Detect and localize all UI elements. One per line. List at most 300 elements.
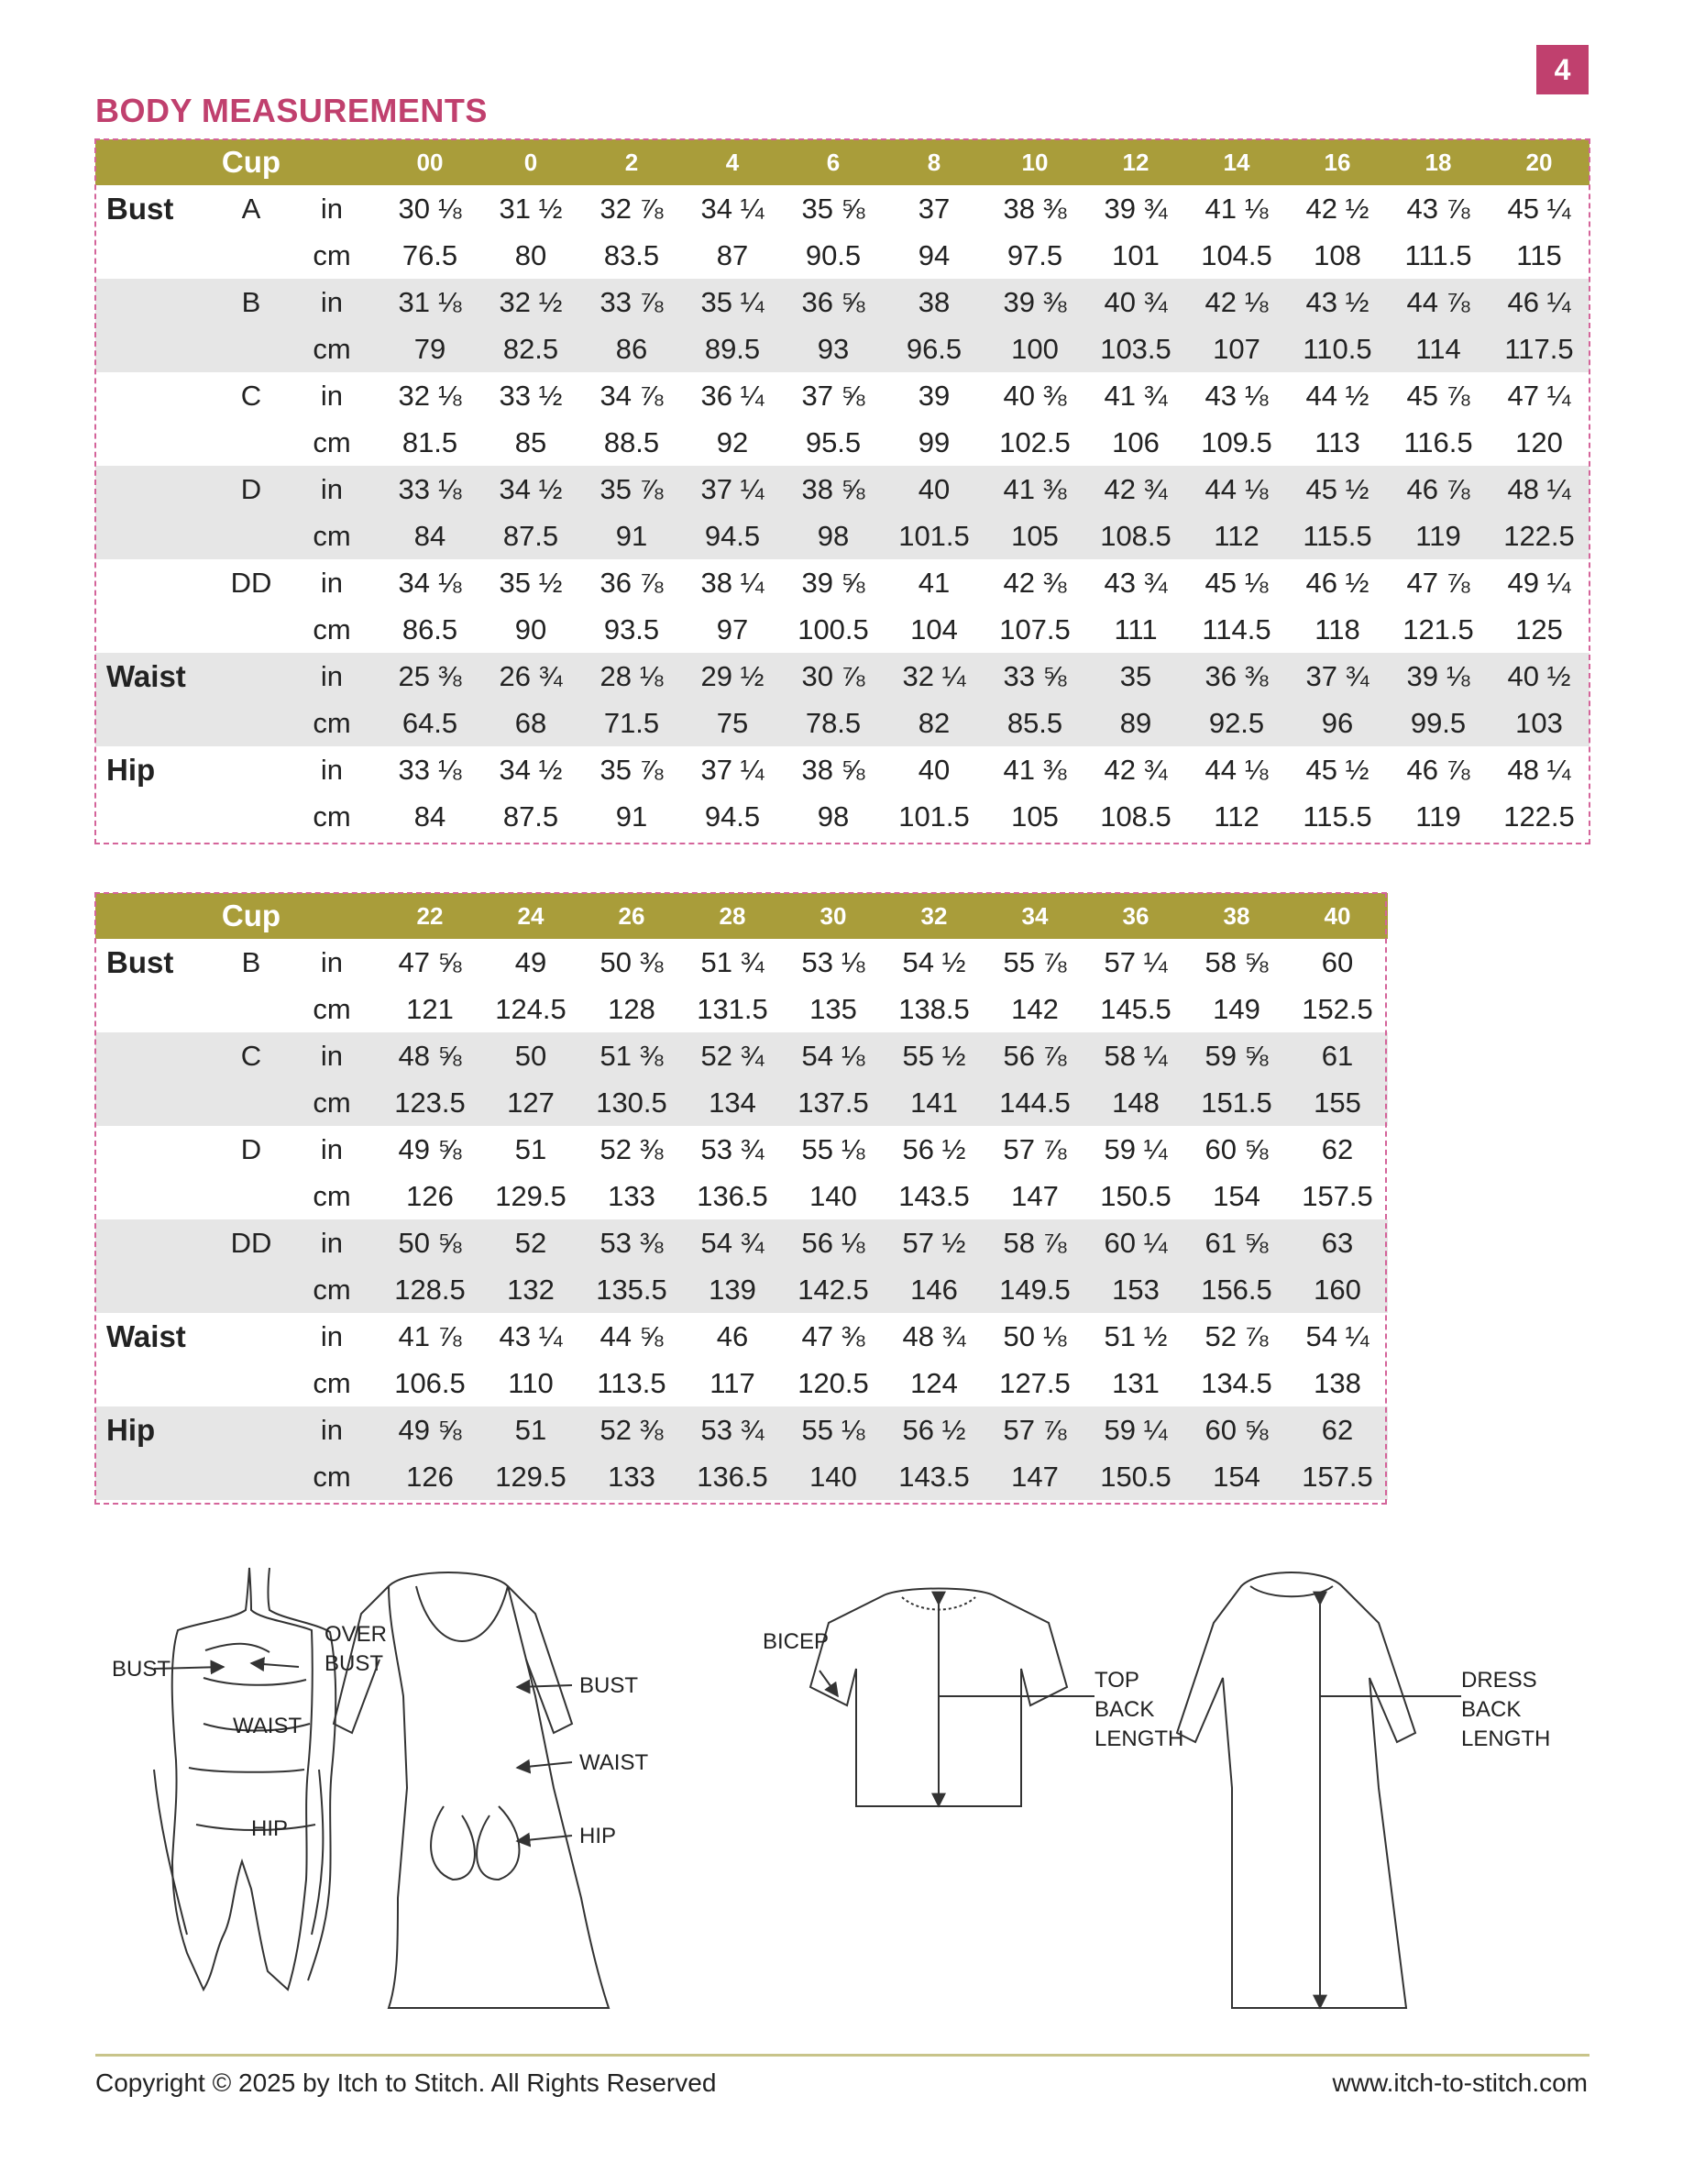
cell-value: 38: [884, 279, 984, 325]
row-cup: [218, 986, 284, 1032]
cell-value: 45 ⅛: [1204, 566, 1269, 599]
cell-value: 45 ¼: [1507, 192, 1571, 225]
cell-value: 39: [918, 379, 951, 412]
row-unit: cm: [284, 700, 380, 746]
cell-value: 120: [1515, 425, 1563, 458]
row-cup: [218, 325, 284, 372]
row-cup: [218, 793, 284, 840]
cell-value: 63: [1287, 1219, 1388, 1266]
cell-value: 60 ¼: [1085, 1219, 1186, 1266]
table-row: [95, 185, 1590, 232]
row-cup: DD: [230, 566, 272, 599]
cell-value: 91: [581, 513, 682, 559]
cell-value: 131.5: [697, 992, 768, 1025]
cell-value: 50 ⅝: [380, 1219, 480, 1266]
cell-value: 46 ½: [1305, 566, 1370, 599]
cell-value: 51 ⅜: [581, 1032, 682, 1079]
row-cup: [218, 1406, 284, 1453]
table-row: [95, 653, 1590, 700]
cell-value: 33 ⅞: [581, 279, 682, 325]
size-header: 40: [1287, 893, 1388, 939]
row-category: Hip: [106, 752, 156, 787]
cell-value: 79: [380, 325, 480, 372]
cell-value: 56 ⅞: [984, 1032, 1085, 1079]
table-row: [95, 1126, 1388, 1173]
cell-value: 99: [918, 425, 951, 458]
cell-value: 52 ⅜: [581, 1406, 682, 1453]
cell-value: 36 ⅞: [600, 566, 664, 599]
cell-value: 54 ½: [902, 945, 966, 978]
cell-value: 51 ¾: [700, 945, 764, 978]
cell-value: 49 ⅝: [398, 1132, 462, 1165]
row-cup: [218, 700, 284, 746]
label-dress-back-1: DRESS: [1461, 1668, 1537, 1693]
cell-value: 112: [1186, 513, 1287, 559]
row-category: Hip: [95, 1406, 218, 1453]
table-row: [95, 606, 1590, 653]
cell-value: 51: [480, 1406, 581, 1453]
cell-value: 60 ⅝: [1204, 1132, 1269, 1165]
row-category: [95, 279, 218, 325]
label-dress-bust: BUST: [579, 1673, 639, 1698]
cell-value: 48 ¼: [1489, 466, 1590, 513]
cell-value: 115.5: [1287, 513, 1388, 559]
cell-value: 30 ⅛: [398, 192, 462, 225]
cell-value: 140: [783, 1453, 884, 1500]
cell-value: 75: [682, 700, 783, 746]
row-category: [95, 419, 218, 466]
cell-value: 127.5: [999, 1366, 1071, 1399]
cell-value: 142: [1011, 992, 1059, 1025]
cell-value: 50 ⅜: [600, 945, 664, 978]
cell-value: 43 ½: [1287, 279, 1388, 325]
cell-value: 49: [514, 945, 547, 978]
cell-value: 35: [1085, 653, 1186, 700]
cell-value: 37 ¾: [1287, 653, 1388, 700]
cell-value: 62: [1321, 1132, 1354, 1165]
cell-value: 36 ¼: [700, 379, 764, 412]
cell-value: 32 ⅞: [600, 192, 664, 225]
label-bicep: BICEP: [763, 1629, 830, 1654]
cell-value: 55 ½: [884, 1032, 984, 1079]
cell-value: 44 ⅝: [600, 1319, 664, 1352]
cell-value: 86: [581, 325, 682, 372]
cell-value: 51: [514, 1132, 547, 1165]
row-category: [95, 606, 218, 653]
cell-value: 101.5: [884, 513, 984, 559]
row-category: [95, 1079, 218, 1126]
cell-value: 57 ⅞: [984, 1406, 1085, 1453]
cell-value: 124.5: [495, 992, 566, 1025]
cell-value: 45 ½: [1287, 466, 1388, 513]
cell-value: 37 ⅝: [801, 379, 865, 412]
row-unit: cm: [284, 1079, 380, 1126]
size-header: 2: [581, 139, 682, 185]
cell-value: 33 ⅛: [398, 753, 462, 786]
cell-value: 40: [884, 466, 984, 513]
cell-value: 58 ¼: [1085, 1032, 1186, 1079]
cell-value: 125: [1515, 612, 1563, 645]
cell-value: 53 ¾: [682, 1406, 783, 1453]
size-header: 30: [783, 893, 884, 939]
cell-value: 109.5: [1201, 425, 1272, 458]
cell-value: 124: [910, 1366, 958, 1399]
header-cup: Cup: [218, 139, 284, 185]
cell-value: 107.5: [999, 612, 1071, 645]
cell-value: 120.5: [798, 1366, 869, 1399]
cell-value: 38 ¼: [700, 566, 764, 599]
row-unit: cm: [313, 425, 351, 458]
cell-value: 134: [682, 1079, 783, 1126]
cell-value: 61 ⅝: [1186, 1219, 1287, 1266]
cell-value: 97: [716, 612, 749, 645]
row-unit: in: [320, 192, 344, 225]
cell-value: 34 ¼: [700, 192, 764, 225]
cell-value: 50 ⅛: [1003, 1319, 1067, 1352]
cell-value: 59 ⅝: [1186, 1032, 1287, 1079]
table-row: [95, 1406, 1388, 1453]
size-header: 4: [682, 139, 783, 185]
cell-value: 64.5: [380, 700, 480, 746]
row-category: [95, 1173, 218, 1219]
size-header: 0: [480, 139, 581, 185]
cell-value: 141: [884, 1079, 984, 1126]
row-unit: in: [320, 1132, 344, 1165]
row-category: [95, 232, 218, 279]
row-cup: [218, 606, 284, 653]
row-category: [95, 1360, 218, 1406]
cell-value: 56 ⅛: [783, 1219, 884, 1266]
cell-value: 36 ⅜: [1186, 653, 1287, 700]
cell-value: 150.5: [1100, 1179, 1172, 1212]
cell-value: 39 ⅝: [801, 566, 865, 599]
cell-value: 148: [1085, 1079, 1186, 1126]
cell-value: 30 ⅞: [783, 653, 884, 700]
cell-value: 34 ½: [480, 466, 581, 513]
website-link[interactable]: www.itch-to-stitch.com: [1332, 2068, 1588, 2097]
cell-value: 92: [716, 425, 749, 458]
cell-value: 49 ⅝: [380, 1406, 480, 1453]
top-back-figure: [763, 1589, 1183, 1807]
row-category: [95, 513, 218, 559]
row-category: [95, 700, 218, 746]
cell-value: 91: [615, 800, 648, 833]
cell-value: 41 ⅞: [398, 1319, 462, 1352]
size-header: 32: [884, 893, 984, 939]
cell-value: 47 ¼: [1507, 379, 1571, 412]
cell-value: 121: [406, 992, 454, 1025]
label-bust: BUST: [112, 1657, 171, 1682]
cell-value: 132: [480, 1266, 581, 1313]
cell-value: 108: [1314, 238, 1361, 271]
cell-value: 33 ⅛: [380, 466, 480, 513]
cell-value: 46: [716, 1319, 749, 1352]
cell-value: 41 ⅛: [1204, 192, 1269, 225]
cell-value: 42 ¾: [1085, 466, 1186, 513]
row-cup: [218, 1079, 284, 1126]
cell-value: 61: [1287, 1032, 1388, 1079]
label-waist: WAIST: [233, 1714, 302, 1738]
cell-value: 52: [480, 1219, 581, 1266]
cell-value: 43 ⅞: [1406, 192, 1470, 225]
cell-value: 53 ⅛: [801, 945, 865, 978]
cell-value: 43 ¾: [1104, 566, 1168, 599]
row-unit: in: [284, 1406, 380, 1453]
cell-value: 144.5: [984, 1079, 1085, 1126]
cell-value: 38 ⅜: [1003, 192, 1067, 225]
cell-value: 104.5: [1201, 238, 1272, 271]
cell-value: 33 ⅝: [984, 653, 1085, 700]
cell-value: 135: [809, 992, 857, 1025]
size-header: 34: [984, 893, 1085, 939]
cell-value: 101: [1112, 238, 1160, 271]
cell-value: 140: [809, 1179, 857, 1212]
cell-value: 160: [1287, 1266, 1388, 1313]
cell-value: 123.5: [380, 1079, 480, 1126]
row-cup: [218, 1266, 284, 1313]
table-row: [95, 232, 1590, 279]
row-unit: cm: [284, 1266, 380, 1313]
cell-value: 55 ⅛: [801, 1132, 865, 1165]
row-unit: cm: [313, 1179, 351, 1212]
row-cup: [218, 419, 284, 466]
cell-value: 42 ½: [1305, 192, 1370, 225]
cell-value: 149.5: [984, 1266, 1085, 1313]
cell-value: 121.5: [1402, 612, 1474, 645]
row-category: [95, 1219, 218, 1266]
label-over-bust-2: BUST: [324, 1651, 384, 1676]
table-row: [95, 1360, 1388, 1406]
cell-value: 127: [480, 1079, 581, 1126]
table-row: [95, 986, 1388, 1032]
cell-value: 128: [608, 992, 655, 1025]
label-dress-back-3: LENGTH: [1461, 1726, 1551, 1751]
cell-value: 152.5: [1302, 992, 1373, 1025]
row-category: [95, 793, 218, 840]
cell-value: 126: [380, 1453, 480, 1500]
row-cup: B: [241, 945, 261, 978]
cell-value: 76.5: [402, 238, 458, 271]
cell-value: 51 ½: [1104, 1319, 1168, 1352]
cell-value: 81.5: [402, 425, 458, 458]
cell-value: 37 ¼: [682, 466, 783, 513]
header-unit: [284, 139, 380, 185]
cell-value: 50: [480, 1032, 581, 1079]
cell-value: 92.5: [1186, 700, 1287, 746]
cell-value: 90: [514, 612, 547, 645]
row-category: [95, 372, 218, 419]
size-header: 36: [1085, 893, 1186, 939]
cell-value: 118: [1314, 612, 1360, 645]
cell-value: 98: [783, 513, 884, 559]
cell-value: 47 ⅝: [398, 945, 462, 978]
cell-value: 136.5: [682, 1453, 783, 1500]
footer-rule: [95, 2054, 1590, 2057]
table-row: [95, 1219, 1388, 1266]
cell-value: 111.5: [1404, 238, 1472, 271]
cell-value: 157.5: [1302, 1179, 1373, 1212]
cell-value: 56 ½: [902, 1132, 966, 1165]
page-number: 4: [1536, 45, 1589, 94]
label-dress-hip: HIP: [579, 1824, 617, 1848]
row-category: [95, 325, 218, 372]
row-category: [95, 466, 218, 513]
cell-value: 35 ⅞: [581, 466, 682, 513]
cell-value: 33 ½: [499, 379, 563, 412]
cell-value: 32 ⅛: [398, 379, 462, 412]
row-unit: cm: [313, 612, 351, 645]
cell-value: 48 ¾: [902, 1319, 966, 1352]
cell-value: 78.5: [783, 700, 884, 746]
row-category: Waist: [95, 653, 218, 700]
cell-value: 46 ¼: [1489, 279, 1590, 325]
cell-value: 113.5: [597, 1366, 666, 1399]
cell-value: 84: [380, 513, 480, 559]
cell-value: 136.5: [697, 1179, 768, 1212]
row-category: [95, 1453, 218, 1500]
cell-value: 52 ¾: [682, 1032, 783, 1079]
cell-value: 32 ¼: [884, 653, 984, 700]
cell-value: 57 ¼: [1104, 945, 1168, 978]
row-unit: in: [284, 653, 380, 700]
cell-value: 35 ¼: [682, 279, 783, 325]
cell-value: 119: [1388, 513, 1489, 559]
row-category: Bust: [106, 191, 174, 226]
cell-value: 115.5: [1303, 800, 1372, 833]
row-cup: [218, 513, 284, 559]
cell-value: 97.5: [1006, 238, 1063, 271]
size-header: 24: [480, 893, 581, 939]
cell-value: 31 ½: [499, 192, 563, 225]
row-unit: in: [284, 466, 380, 513]
header-unit: [284, 893, 380, 939]
label-top-3: LENGTH: [1094, 1726, 1184, 1751]
cell-value: 59 ¼: [1085, 1406, 1186, 1453]
table-header-row: [95, 139, 1590, 185]
cell-value: 48 ⅝: [380, 1032, 480, 1079]
cell-value: 40 ½: [1489, 653, 1590, 700]
row-cup: [218, 653, 284, 700]
cell-value: 103: [1489, 700, 1590, 746]
cell-value: 147: [1011, 1179, 1059, 1212]
cell-value: 129.5: [480, 1453, 581, 1500]
size-header: 14: [1186, 139, 1287, 185]
dress-back-figure: [1177, 1572, 1550, 2008]
cell-value: 115: [1516, 238, 1562, 271]
cell-value: 48 ¼: [1507, 753, 1571, 786]
cell-value: 114: [1388, 325, 1489, 372]
size-header: 8: [884, 139, 984, 185]
cell-value: 54 ⅛: [783, 1032, 884, 1079]
cell-value: 130.5: [581, 1079, 682, 1126]
cell-value: 47 ⅜: [801, 1319, 865, 1352]
cell-value: 94.5: [704, 800, 761, 833]
row-unit: in: [320, 1319, 344, 1352]
row-unit: in: [284, 279, 380, 325]
row-unit: in: [320, 566, 344, 599]
cell-value: 134.5: [1201, 1366, 1272, 1399]
table-row: [95, 1032, 1388, 1079]
table-header-row: [95, 893, 1388, 939]
cell-value: 146: [884, 1266, 984, 1313]
cell-value: 90.5: [805, 238, 862, 271]
cell-value: 37 ¼: [700, 753, 764, 786]
cell-value: 105: [984, 513, 1085, 559]
table-row: [95, 279, 1590, 325]
cell-value: 96: [1287, 700, 1388, 746]
cell-value: 139: [682, 1266, 783, 1313]
cell-value: 41: [918, 566, 951, 599]
table-row: [95, 793, 1590, 840]
row-unit: in: [284, 1032, 380, 1079]
cell-value: 34 ⅛: [398, 566, 462, 599]
header-blank: [95, 139, 218, 185]
row-category: [95, 1126, 218, 1173]
cell-value: 156.5: [1186, 1266, 1287, 1313]
cell-value: 36 ⅝: [783, 279, 884, 325]
cell-value: 80: [514, 238, 547, 271]
cell-value: 103.5: [1085, 325, 1186, 372]
label-top-2: BACK: [1094, 1697, 1155, 1722]
cell-value: 43 ⅛: [1204, 379, 1269, 412]
cell-value: 111: [1114, 612, 1158, 645]
cell-value: 131: [1112, 1366, 1160, 1399]
cell-value: 31 ⅛: [380, 279, 480, 325]
cell-value: 108.5: [1100, 800, 1172, 833]
cell-value: 113: [1314, 425, 1360, 458]
cell-value: 82: [884, 700, 984, 746]
cell-value: 88.5: [603, 425, 660, 458]
cell-value: 93.5: [603, 612, 660, 645]
cell-value: 68: [480, 700, 581, 746]
cell-value: 100.5: [798, 612, 869, 645]
cell-value: 135.5: [581, 1266, 682, 1313]
size-header: 20: [1489, 139, 1590, 185]
table-row: [95, 325, 1590, 372]
cell-value: 85.5: [984, 700, 1085, 746]
cell-value: 29 ½: [682, 653, 783, 700]
cell-value: 57 ½: [884, 1219, 984, 1266]
cell-value: 112: [1214, 800, 1260, 833]
table-row: [95, 1079, 1388, 1126]
cell-value: 58 ⅞: [984, 1219, 1085, 1266]
size-header: 00: [380, 139, 480, 185]
cell-value: 42 ⅜: [1003, 566, 1067, 599]
size-header: 38: [1186, 893, 1287, 939]
cell-value: 45 ½: [1305, 753, 1370, 786]
cell-value: 157.5: [1287, 1453, 1388, 1500]
cell-value: 108.5: [1085, 513, 1186, 559]
table-row: [95, 1453, 1388, 1500]
size-header: 28: [682, 893, 783, 939]
cell-value: 122.5: [1503, 800, 1575, 833]
table-row: [95, 466, 1590, 513]
cell-value: 32 ½: [480, 279, 581, 325]
cell-value: 35 ⅞: [600, 753, 664, 786]
cell-value: 143.5: [898, 1179, 970, 1212]
cell-value: 119: [1415, 800, 1461, 833]
row-category: Bust: [106, 944, 174, 979]
cell-value: 96.5: [884, 325, 984, 372]
cell-value: 57 ⅞: [1003, 1132, 1067, 1165]
cell-value: 85: [514, 425, 547, 458]
row-cup: [218, 1173, 284, 1219]
row-cup: B: [218, 279, 284, 325]
cell-value: 129.5: [495, 1179, 566, 1212]
cell-value: 42 ⅛: [1186, 279, 1287, 325]
cell-value: 60: [1321, 945, 1354, 978]
label-dress-back-2: BACK: [1461, 1697, 1522, 1722]
